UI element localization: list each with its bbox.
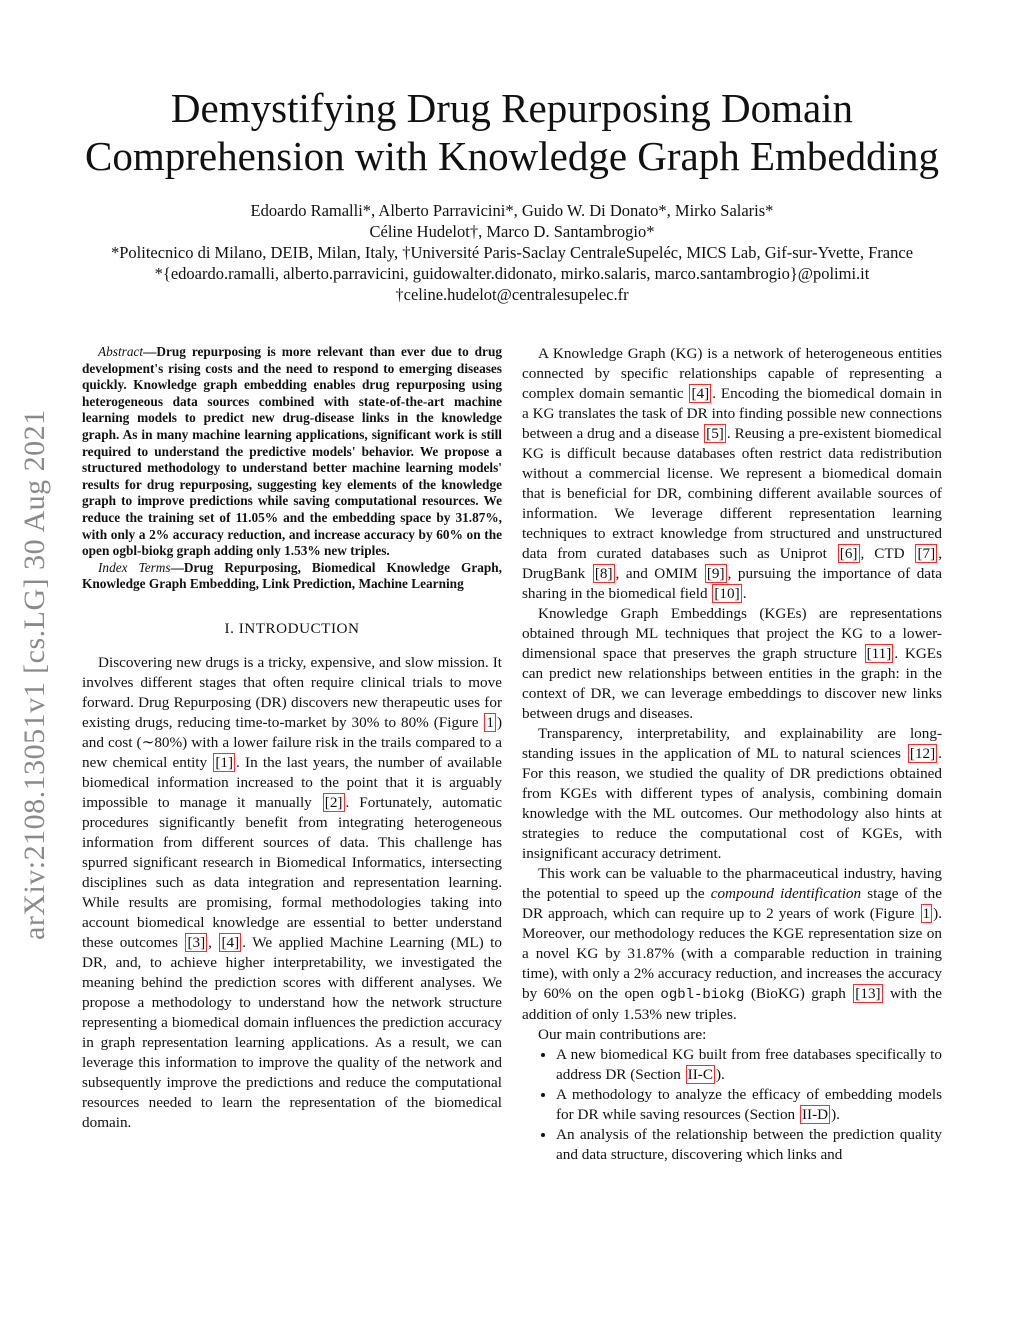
contributions-list: [522, 1045, 942, 1165]
citation-link-2[interactable]: [2]: [324, 793, 343, 811]
figure-1-link-2[interactable]: 1: [922, 905, 931, 922]
citation-link-12[interactable]: [12]: [909, 745, 936, 762]
arxiv-identifier-text: arXiv:2108.13051v1 [cs.LG] 30 Aug 2021: [18, 409, 51, 940]
section-link-ii-c[interactable]: II-C: [687, 1066, 713, 1083]
citation-link-11[interactable]: [11]: [866, 645, 892, 662]
intro-paragraph-3: Knowledge Graph Embeddings (KGEs) are representations obtained through ML techniques that project the KG to a lower-dimensional space that preserves the graph structure [11] . KGEs can predict new relationships between entities in the graph: in the context of DR, we can leverage embeddings to discover new links between drugs and diseases.: [522, 605, 942, 722]
intro-paragraph-4: Transparency, interpretability, and explainability are long-standing issues in the application of ML to natural sciences [12] . For this reason, we studied the quality of DR predictions obtained from KGEs with different types of analysis, combining domain knowledge with the ML outcomes. Our methodology also hints at strategies to reduce the computational cost of KGEs, with insignificant accuracy detriment.: [522, 725, 942, 862]
affiliations: *Politecnico di Milano, DEIB, Milan, Italy, †Université Paris-Saclay CentraleSupeléc, MICS Lab, Gif-sur-Yvette, France: [110, 243, 914, 262]
section-link-ii-d[interactable]: II-D: [801, 1106, 829, 1123]
intro-paragraph-1: Discovering new drugs is a tricky, expensive, and slow mission. It involves different stages that often require clinical trials to move forward. Drug Repurposing (DR) discovers new therapeutic uses for existing drugs, reducing time-to-market by 30% to 80% (Figure 1 ) and cost (∼80%) with a lower failure risk in the trails compared to a new chemical entity [1] . In the last years, the number of available biomedical information increased to the point that it is arguably impossible to manage it manually [2] . Fortunately, automatic procedures significantly benefit from integrating heterogeneous information from different sources of data. This challenge has spurred significant research in Biomedical Informatics, intersecting disciplines such as data integration and representation learning. While results are promising, formal methodologies taking into account biomedical knowledge are essential to better understand these outcomes [3] , [4] . We applied Machine Learning (ML) to DR, and, to achieve higher interpretability, we investigated the meaning behind the prediction scores with different analyses. We propose a methodology to understand how the network structure representing a biomedical domain influences the prediction accuracy in graph representation learning applications. As a result, we can leverage this information to improve the quality of the network and subsequently improve the predictions and reduce the computational resources needed to learn the representation of the biomedical domain.: [82, 653, 502, 1131]
emphasis-compound-identification: compound identification: [710, 885, 862, 902]
citation-link-9[interactable]: [9]: [706, 565, 725, 582]
citation-link-4[interactable]: [4]: [221, 933, 240, 951]
abstract-label: Abstract: [98, 344, 144, 359]
index-terms-label: Index Terms: [98, 559, 171, 575]
email-centralesupelec: †celine.hudelot@centralesupelec.fr: [395, 285, 629, 304]
abstract: Abstract—Drug repurposing is more relevant than ever due to drug development's rising costs and the need to respond to emerging diseases quickly. Knowledge graph embedding enables drug repurposing using heterogeneous data sources combined with state-of-the-art machine learning models to predict new drug-disease links in the knowledge graph. As in many machine learning applications, significant work is still required to understand the predictive models' behavior. We propose a structured methodology to understand better machine learning models' results for drug repurposing, suggesting key elements of the knowledge graph to improve predictions while saving computational resources. We reduce the training set of 11.05% and the embedding space by 31.87%, with only a 2% accuracy reduction, and increase accuracy by 60% on the open ogbl-biokg graph adding only 1.53% new triples. Index Terms—Drug Repurposing, Biomedical Knowledge Graph, Knowledge Graph Embedding, Link Prediction, Machine Learning: [82, 344, 502, 592]
citation-link-8[interactable]: [8]: [594, 565, 613, 582]
citation-link-3[interactable]: [3]: [187, 933, 206, 951]
emails-polimi: *{edoardo.ramalli, alberto.parravicini, guidowalter.didonato, mirko.salaris, marco.santambrogio}@polimi.it: [154, 264, 870, 283]
figure-1-link[interactable]: 1: [486, 713, 494, 731]
contributions-intro: Our main contributions are:: [538, 1026, 707, 1043]
right-column: [522, 344, 942, 1165]
citation-link-5[interactable]: [5]: [706, 425, 724, 442]
intro-paragraph-2: A Knowledge Graph (KG) is a network of heterogeneous entities connected by specific relationships capable of representing a complex domain semantic [4] . Encoding the biomedical domain in a KG translates the task of DR into finding possible new connections between a drug and a disease [5] . Reusing a pre-existent biomedical KG is difficult because databases often restrict data redistribution without a commercial license. We represent a biomedical domain that is beneficial for DR, combining different available sources of information. We leverage different representation learning techniques to extract knowledge from structured and unstructured data from curated databases such as Uniprot [6] , CTD [7] , DrugBank [8] , and OMIM [9] , pursuing the importance of data sharing in the biomedical field [10] .: [522, 345, 942, 602]
index-terms-text: Drug Repurposing, Biomedical Knowledge Graph, Knowledge Graph Embedding, Link Prediction, Machine Learning: [82, 559, 502, 592]
author-names-line-2: Céline Hudelot†, Marco D. Santambrogio*: [369, 222, 655, 241]
list-item: • An analysis of the relationship between the prediction quality and data structure, discovering which links and: [556, 1125, 942, 1165]
citation-link-7[interactable]: [7]: [917, 545, 936, 562]
intro-paragraph-5: This work can be valuable to the pharmaceutical industry, having the potential to speed up the compound identification stage of the DR approach, which can require up to 2 years of work (Figure 1 ). Moreover, our methodology reduces the KGE representation size on a novel KG by 31.87% (with a comparable reduction in training time), with only a 2% accuracy reduction, and increases the accuracy by 60% on the open ogbl-biokg (BioKG) graph [13] with the addition of only 1.53% new triples.: [522, 865, 943, 1023]
title-line-2: Comprehension with Knowledge Graph Embedding: [84, 133, 939, 179]
author-names-line-1: Edoardo Ramalli*, Alberto Parravicini*, Guido W. Di Donato*, Mirko Salaris*: [250, 201, 774, 220]
citation-link-13[interactable]: [13]: [855, 985, 881, 1002]
dataset-name-code: ogbl-biokg: [660, 987, 745, 1003]
author-block: [40, 200, 984, 305]
list-item: • A methodology to analyze the efficacy of embedding models for DR while saving resources (Section II-D ).: [556, 1085, 942, 1125]
citation-link-10[interactable]: [10]: [714, 585, 740, 602]
list-item: • A new biomedical KG built from free databases specifically to address DR (Section II-C ).: [556, 1045, 942, 1085]
paper-title: [40, 84, 984, 180]
abstract-text: Drug repurposing is more relevant than ever due to drug development's rising costs and the need to respond to emerging diseases quickly. Knowledge graph embedding enables drug repurposing using heterogeneous data sources combined with state-of-the-art machine learning models to predict new drug-disease links in the knowledge graph. As in many machine learning applications, significant work is still required to understand the predictive models' behavior. We propose a structured methodology to understand better machine learning models' results for drug repurposing, suggesting key elements of the knowledge graph to improve predictions while saving computational resources. We reduce the training set of 11.05% and the embedding space by 31.87%, with only a 2% accuracy reduction, and increase accuracy by 60% on the open ogbl-biokg graph adding only 1.53% new triples.: [82, 344, 502, 559]
citation-link-1[interactable]: [1]: [215, 753, 234, 771]
citation-link-6[interactable]: [6]: [839, 545, 858, 562]
citation-link-4b[interactable]: [4]: [691, 385, 710, 402]
section-heading-introduction: I. INTRODUCTION: [224, 619, 360, 637]
title-line-1: Demystifying Drug Repurposing Domain: [170, 85, 854, 131]
left-column: [82, 344, 502, 1133]
